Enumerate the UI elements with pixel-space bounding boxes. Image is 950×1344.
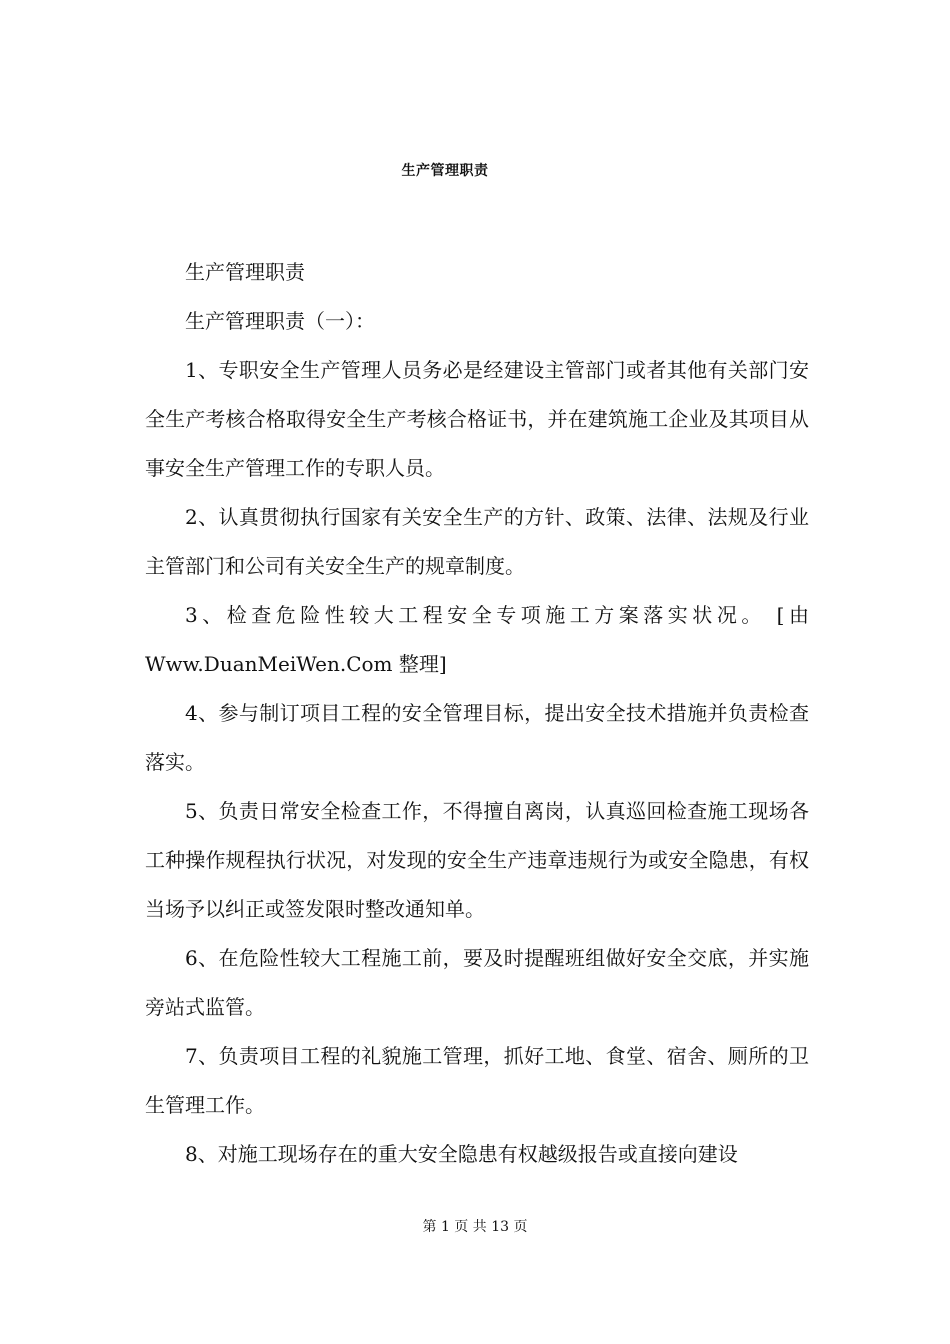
- paragraph-item-6: 6、在危险性较大工程施工前，要及时提醒班组做好安全交底，并实施旁站式监管。: [145, 946, 809, 1019]
- paragraph-item-1: 1、专职安全生产管理人员务必是经建设主管部门或者其他有关部门安全生产考核合格取得安全生产考核合格证书，并在建筑施工企业及其项目从事安全生产管理工作的专职人员。: [145, 358, 809, 480]
- document-title: 生产管理职责: [401, 163, 489, 179]
- paragraph-section-title: 生产管理职责（一）：: [185, 309, 375, 333]
- page-number-footer: 第 1 页 共 13 页: [422, 1219, 528, 1235]
- paragraph-item-4: 4、参与制订项目工程的安全管理目标，提出安全技术措施并负责检查落实。: [145, 701, 809, 774]
- document-body: [145, 248, 809, 1179]
- paragraph-item-5: 5、负责日常安全检查工作，不得擅自离岗，认真巡回检查施工现场各工种操作规程执行状况，对发现的安全生产违章违规行为或安全隐患，有权当场予以纠正或签发限时整改通知单。: [145, 799, 809, 921]
- paragraph-item-3: 3、检查危险性较大工程安全专项施工方案落实状况。 [由 Www.DuanMeiWen.Com 整理]: [145, 603, 809, 676]
- paragraph-item-8: 8、对施工现场存在的重大安全隐患有权越级报告或直接向建设: [185, 1142, 738, 1166]
- paragraph-heading: 生产管理职责: [185, 260, 305, 284]
- paragraph-item-2: 2、认真贯彻执行国家有关安全生产的方针、政策、法律、法规及行业主管部门和公司有关安全生产的规章制度。: [145, 505, 809, 578]
- paragraph-item-7: 7、负责项目工程的礼貌施工管理，抓好工地、食堂、宿舍、厕所的卫生管理工作。: [145, 1044, 809, 1117]
